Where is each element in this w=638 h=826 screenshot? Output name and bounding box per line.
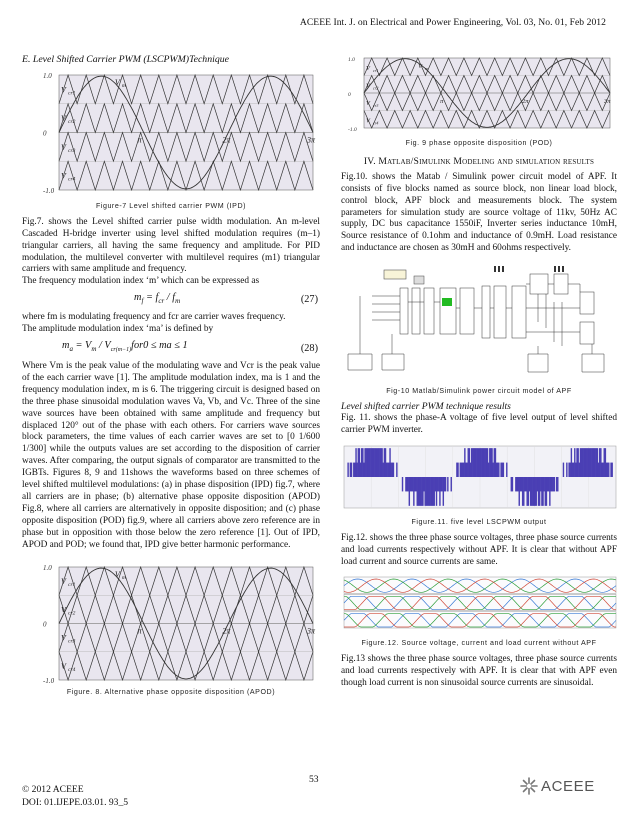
y-tick-label: -1.0 (43, 677, 55, 686)
modulating-label: V (114, 570, 120, 580)
modulating-label: V (114, 77, 120, 87)
left-paragraph-3: where fm is modulating frequency and fcr are carrier waves frequency. (22, 312, 286, 323)
figure-7 (22, 69, 320, 195)
output-pulse (498, 462, 499, 476)
carrier-label: V (61, 634, 66, 644)
simulink-block-source (384, 270, 406, 279)
output-pulse (566, 462, 567, 476)
figure-10-caption: Fig-10 Matlab/Simulink power circuit model of APF (386, 387, 572, 396)
y-tick-label: 1.0 (43, 71, 52, 80)
simulink-block-measure (414, 276, 424, 284)
doi-text: DOI: 01.IJEPE.03.01. 93_5 (22, 796, 129, 808)
phase-tick-label: 3π (307, 626, 316, 636)
phase-tick-label: 3π (604, 98, 611, 105)
equation-27 (22, 288, 320, 312)
fig9-waveform-plot (342, 55, 618, 131)
modulating-label-subscript: m (121, 82, 126, 89)
output-pulse (445, 477, 446, 491)
figure-8-caption: Figure. 8. Alternative phase opposite disposition (APOD) (66, 688, 276, 697)
fig7-waveform-plot (23, 70, 321, 196)
figure-9 (341, 54, 617, 130)
carrier-label-subscript: cr2 (373, 85, 379, 91)
carrier-label: V (366, 99, 370, 107)
carrier-label: V (61, 171, 66, 181)
results-subheading: Level shifted carrier PWM technique results (341, 401, 511, 413)
output-pulse (347, 462, 348, 476)
output-pulse (396, 462, 397, 476)
figure-12 (341, 574, 617, 630)
carrier-label-subscript: cr4 (68, 176, 76, 183)
y-tick-label: 0 (43, 129, 47, 138)
copyright-text: © 2012 ACEEE (22, 784, 84, 795)
left-paragraph-2: The frequency modulation index ‘m’ which can be expressed as (22, 276, 260, 287)
carrier-label-subscript: cr2 (68, 610, 76, 617)
figure-12-caption: Figure.12. Source voltage, current and load current without APF (361, 639, 597, 648)
left-column (22, 54, 320, 699)
phase-tick-label: 2π (222, 135, 231, 145)
right-paragraph-2: Fig. 11. shows the phase-A voltage of five level output of level shifted carrier PWM inverter. (341, 412, 617, 435)
phase-tick-label: 2π (522, 98, 529, 105)
figure-11-caption: Figure.11. five level LSCPWM output (411, 517, 547, 526)
equation-28-body: $m_a = V_m / V_{cr(m-1)}for0$ ≤ ma ≤ 1 (62, 340, 188, 354)
phase-tick-label: π (440, 98, 444, 105)
phase-tick-label: π (137, 626, 142, 636)
carrier-label-subscript: cr3 (373, 102, 379, 108)
equation-28 (22, 336, 320, 361)
section-heading-iv: IV. Matlab/Simulink Modeling and simulation results (363, 155, 595, 167)
carrier-label-subscript: cr1 (373, 67, 379, 73)
left-paragraph-1: Fig.7. shows the Level shifted carrier pulse width modulation. An m-level Cascaded H-bridge inverter using level shifted modulation requires (m–1) triangular carriers, all having the same frequency and amplitude. For PID modulation, the multilevel converter with multilevel requires (m1) triangular carriers with same amplitude and frequency. (22, 216, 320, 275)
carrier-label-subscript: cr2 (68, 119, 76, 126)
star-logo-icon (519, 776, 539, 796)
running-head: ACEEE Int. J. on Electrical and Power Engineering, Vol. 03, No. 01, Feb 2012 (299, 17, 606, 28)
modulating-label-subscript: m (121, 575, 126, 582)
output-pulse (611, 462, 612, 476)
carrier-label: V (366, 64, 370, 72)
output-pulse (608, 462, 609, 476)
footer-copyright (22, 784, 128, 809)
carrier-label-subscript: cr1 (68, 90, 76, 97)
aceee-logo (519, 776, 595, 796)
carrier-label-subscript: cr4 (68, 667, 76, 674)
phase-tick-label: 2π (222, 626, 231, 636)
simulink-model-diagram (342, 262, 618, 384)
figure-9-caption: Fig. 9 phase opposite disposition (POD) (405, 139, 553, 147)
y-tick-label: 1.0 (348, 57, 355, 63)
output-pulse (447, 477, 448, 491)
five-level-output-plot (342, 444, 618, 510)
page-number: 53 (309, 774, 319, 785)
modulating-label: V (418, 63, 423, 70)
output-pulse (563, 462, 564, 476)
y-tick-label: -1.0 (348, 127, 357, 131)
figure-10 (341, 261, 617, 383)
output-pulse (451, 477, 452, 491)
carrier-label: V (366, 82, 370, 90)
carrier-label: V (61, 577, 66, 587)
output-pulse (393, 462, 394, 476)
source-current-plot (342, 575, 618, 631)
output-pulse (557, 477, 558, 491)
carrier-label-subscript: cr4 (373, 120, 379, 126)
y-tick-label: 0 (348, 92, 351, 98)
output-pulse (512, 477, 513, 491)
figure-11 (341, 443, 617, 509)
carrier-label-subscript: cr3 (68, 147, 76, 154)
output-pulse (554, 477, 555, 491)
output-pulse (457, 462, 458, 476)
carrier-label-subscript: cr3 (68, 639, 76, 646)
right-paragraph-3: Fig.12. shows the three phase source voltages, three phase source currents and load currents respectively without APF. It is clear that without APF load current and source currents are same. (341, 532, 617, 567)
output-pulse (506, 462, 507, 476)
section-title: E. Level Shifted Carrier PWM (LSCPWM)Technique (22, 54, 229, 65)
equation-27-number: (27) (300, 294, 318, 306)
phase-tick-label: 3π (307, 135, 316, 145)
modulating-label-subscript: m (425, 66, 429, 71)
left-paragraph-4: The amplitude modulation index ‘ma’ is defined by (22, 324, 214, 335)
carrier-label: V (61, 114, 66, 124)
equation-28-number: (28) (300, 342, 318, 354)
right-paragraph-4: Fig.13 shows the three phase source voltages, three phase source currents and load currents respectively with APF. It is clear that with APF even though load current is non sinusoidal source currents are sinusoidal. (341, 654, 617, 689)
figure-8 (22, 561, 320, 685)
right-paragraph-1: Fig.10. shows the Matab / Simulink power circuit model of APF. It consists of five blocks named as source block, non linear load block, control block, APF block and measurements block. The system parameters for simulation study are source voltage of 11kv, 50Hz AC supply, DC bus capacitance 1550iF, Inverter series inductance 10mH, Source resistance of 0.1ohm and inductance of 0.9mH. Load resistance and inductance are chosen as 30mH and 60ohms respectively. (341, 171, 617, 254)
simulink-block-apf (442, 298, 452, 306)
carrier-label: V (61, 85, 66, 95)
carrier-label: V (61, 605, 66, 615)
output-pulse (503, 462, 504, 476)
logo-text: ACEEE (541, 777, 595, 795)
phase-tick-label: π (137, 135, 142, 145)
equation-27-body: $m_f = f_{cr} / f_m$ (134, 292, 181, 306)
y-tick-label: 1.0 (43, 564, 52, 573)
fig8-waveform-plot (23, 562, 321, 686)
carrier-label: V (366, 117, 370, 125)
output-pulse (351, 462, 352, 476)
carrier-label: V (61, 142, 66, 152)
carrier-label-subscript: cr1 (68, 582, 76, 589)
carrier-label: V (61, 662, 66, 672)
scope-panel (344, 577, 616, 593)
y-tick-label: 0 (43, 620, 47, 629)
y-tick-label: -1.0 (43, 186, 55, 195)
left-paragraph-5: Where Vm is the peak value of the modulating wave and Vcr is the peak value of the each carrier wave [1]. The amplitude modulation index, ma is 1 and the frequency modulation index, m is 6. The triggering circuit is designed based on the three phase sinusoidal modulation waves Va, Vb, and Vc. Three of the sine wave sources have been obtained with same amplitude and frequency but displaced 120° out of the phase with each others. For carriers wave sources block parameters, the time values of each carrier waves are set to [0 1/600 1/300] while the outputs values are set according to the disposition of carrier waves. After comparing, the output signals of comparator are transmitted to the IGBTs. Figures 8, 9 and 11shows the waveforms based on three schemes of level shifted multilevel modulations: (a) in phase disposition (IPD) fig.7, where all carriers are in phase; (b) alternative phase opposite disposition (APOD) Fig.8, where all carriers are alternatively in opposite disposition; and (c) phase opposite disposition (POD) fig.9, where all carriers above zero reference are in phase but in opposition with those below the zero reference [1]. Out of IPD, APOD and POD; we found that, IPD give better harmonic performance. (22, 360, 320, 550)
right-column (341, 54, 617, 690)
output-pulse (402, 477, 403, 491)
figure-7-caption: Figure-7 Level shifted carrier PWM (IPD) (95, 201, 247, 210)
